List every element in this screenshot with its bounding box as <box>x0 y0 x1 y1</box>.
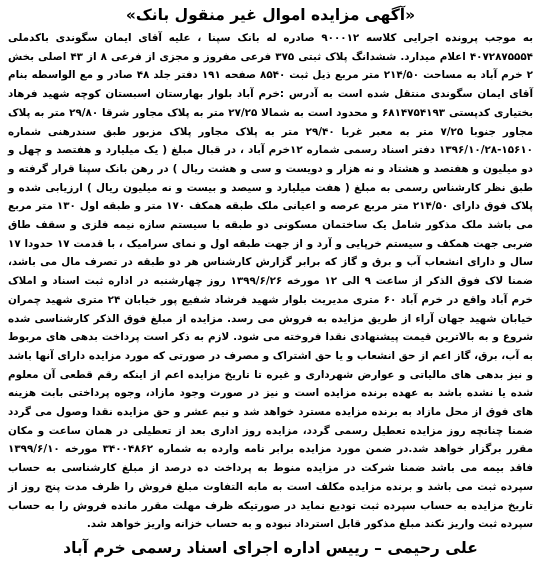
notice-body: به موجب پرونده اجرایی کلاسه ۹۰۰۰۱۲ صادره له بانک سپنا ، علیه آقای ایمان سگوندی باکدملی ۴۰۷۲۸۷۵۵۵۴ اعلام میدارد. ششدانگ پلاک ثبتی ۳۷۵ فرعی مفروز و مجزی از فرعی ۸ از ۴۳ اصلی بخش ۲ خرم آباد به مساحت ۲۱۴/۵۰ متر مربع ذیل ثبت ۸۵۴۰ صفحه ۱۹۱ دفتر جلد ۴۸ صادر و مع الواسطه بنام آقای ایمان سگوندی منتقل شده است به آدرس :خرم آباد بلوار بهارستان اسبستان کوچه شهید فرهاد بختیاری کدپستی ۶۸۱۴۷۵۴۱۹۳ و محدود است به شمالا ۲۷/۲۵ متر به پلاک مجاور شرقا ۲۹/۸۰ متر به پلاک مجاور جنوبا ۷/۲۵ متر به معبر غربا ۲۹/۴۰ متر به پلاک مجاور پلاک مزبور طبق سندرهنی شماره ۱۵۶۱۰-۱۳۹۶/۱۰/۲۸ دفتر اسناد رسمی شماره ۱۲خرم آباد ، در قبال مبلغ ( یک میلیارد و هفتصد و چهل و دو میلیون و هفتصد و هشتاد و نه هزار و دویست و سی و هشت ریال ) در رهن بانک سپنا قرار گرفته و طبق نظر کارشناس رسمی به مبلغ ( هفت میلیارد و سیصد و بیست و نه میلیون ریال ) ارزیابی شده و پلاک فوق دارای ۲۱۴/۵۰ متر مربع عرصه و اعیانی ملک طبقه همکف ۱۷۰ متر و طبقه اول ۱۳۰ متر مربع می باشد ملک مذکور شامل یک ساختمان مسکونی دو طبقه با سیستم سازه نیمه فلزی و سقف طاق ضربی جهت همکف و سیستم خرپایی و آرد و از جهت طبقه اول و نمای سرامیک ، با قدمت ۱۷ حدودا ۱۷ سال و دارای انشعاب آب و برق و گاز که برابر گزارش کارشناس هر دو طبقه در تصرف مال می باشد، ضمنا لاک فوق الذکر از ساعت ۹ الی ۱۲ مورخه ۱۳۹۹/۶/۲۶ روز چهارشنبه در اداره ثبت اسناد و املاک خرم آباد واقع در خرم آباد ۶۰ متری مدیریت بلوار شهید فرشاد شفیع پور خیابان ۲۴ متری شهید چمران خیابان شهید جهان آراء از طریق مزایده به فروش می رسد. مزایده از مبلغ فوق الذکر کارشناسی شده شروع و به بالاترین قیمت پیشنهادی نقدا فروخته می شود. لازم به ذکر است پرداخت بدهی های مربوط به آب، برق، گاز اعم از حق انشعاب و یا حق اشتراک و مصرف در صورتی که مورد مزایده دارای آنها باشد و نیز بدهی های مالیاتی و عوارض شهرداری و غیره تا تاریخ مزایده اعم از اینکه رقم قطعی آن معلوم شده یا نشده باشد به عهده برنده مزایده است و نیز در صورت وجود مازاد، وجوه پرداختی بابت هزینه های فوق از محل مازاد به برنده مزایده مسترد خواهد شد و نیم عشر و حق مزایده نقدا وصول می گردد ضمنا چنانچه روز مزایده تعطیل رسمی گردد، مزایده روز اداری بعد از تعطیلی در همان ساعت و مکان مقرر برگزار خواهد شد.در ضمن مورد مزایده برابر نامه وارده به شماره ۳۴۰۰۴۸۶۲ مورخه ۱۳۹۹/۶/۱۰ فاقد بیمه می باشد ضمنا شرکت در مزایده منوط به پرداخت ده درصد از مبلغ کارشناسی به حساب سپرده ثبت می باشد و برنده مزایده مکلف است به مابه التفاوت مبلغ فروش را ظرف مدت پنج روز از تاریخ مزایده به حساب سپرده ثبت تودیع نماید در صورتیکه ظرف مهلت مقرر مانده فروش را به حساب سپرده ثبت واریز نکند مبلغ مذکور قابل استرداد نبوده و به حساب خزانه واریز خواهد شد. <box>8 32 533 531</box>
notice-title: «آگهی مزایده اموال غیر منقول بانک» <box>125 6 416 24</box>
notice-signature: علی رحیمی – رییس اداره اجرای اسناد رسمی خرم آباد <box>63 538 478 557</box>
